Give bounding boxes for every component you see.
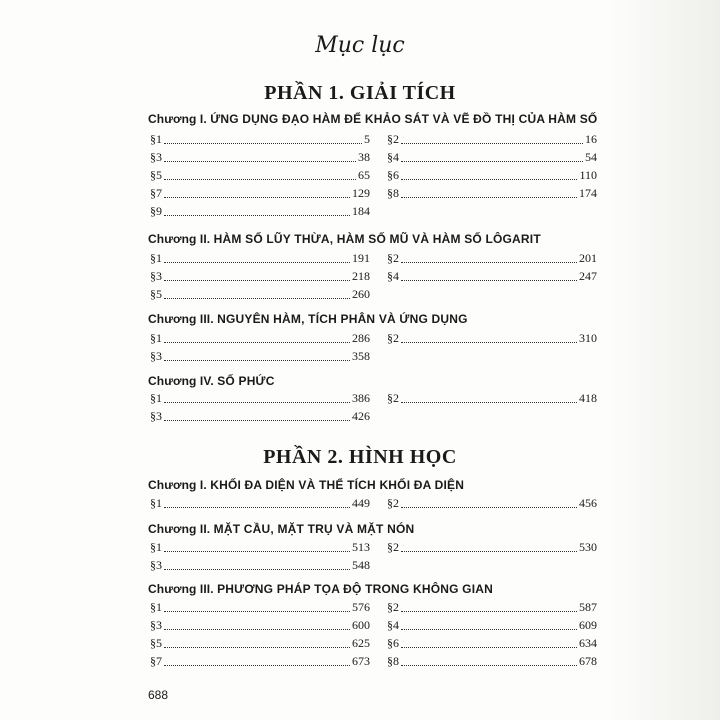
dot-leader	[164, 569, 350, 570]
section-number: §7	[150, 186, 162, 200]
section-number: §1	[150, 540, 162, 554]
page-ref: 110	[579, 168, 597, 182]
dot-leader	[164, 551, 350, 552]
page-ref: 548	[352, 558, 370, 572]
page-ref: 310	[579, 331, 597, 345]
toc-entry	[150, 390, 370, 406]
dot-leader	[164, 629, 350, 630]
section-number: §2	[387, 391, 399, 405]
section-number: §3	[150, 618, 162, 632]
page-ref: 65	[358, 168, 370, 182]
part-1-title: PHẦN 1. GIẢI TÍCH	[264, 82, 456, 104]
toc-entry	[387, 268, 597, 284]
toc-entry	[150, 167, 370, 183]
page-ref: 513	[352, 540, 370, 554]
toc-entry	[150, 203, 370, 219]
toc-entry	[150, 268, 370, 284]
dot-leader	[164, 179, 356, 180]
toc-entry	[150, 653, 370, 669]
toc-entry	[387, 539, 597, 555]
toc-entry	[387, 653, 597, 669]
chapter-name: PHƯƠNG PHÁP TỌA ĐỘ TRONG KHÔNG GIAN	[217, 582, 493, 596]
chapter-name: SỐ PHỨC	[217, 374, 275, 388]
toc-entry	[387, 635, 597, 651]
toc-entry	[150, 330, 370, 346]
chapter-label: Chương III.	[148, 312, 214, 326]
section-number: §8	[387, 654, 399, 668]
toc-entry	[387, 495, 597, 511]
page-ref: 678	[579, 654, 597, 668]
section-number: §9	[150, 204, 162, 218]
dot-leader	[164, 420, 350, 421]
page-ref: 426	[352, 409, 370, 423]
toc-entry	[150, 131, 370, 147]
chapter-label: Chương II.	[148, 232, 211, 246]
chapter-heading	[148, 112, 597, 126]
section-number: §6	[387, 168, 399, 182]
page-ref: 247	[579, 269, 597, 283]
section-number: §1	[150, 391, 162, 405]
dot-leader	[401, 143, 583, 144]
page-ref: 5	[364, 132, 370, 146]
section-number: §1	[150, 132, 162, 146]
chapter-heading	[148, 478, 464, 492]
toc-entry	[150, 599, 370, 615]
page-ref: 530	[579, 540, 597, 554]
chapter-label: Chương III.	[148, 582, 214, 596]
page-ref: 38	[358, 150, 370, 164]
page-ref: 260	[352, 287, 370, 301]
toc-entry	[150, 149, 370, 165]
dot-leader	[401, 507, 577, 508]
section-number: §4	[387, 269, 399, 283]
section-number: §3	[150, 409, 162, 423]
dot-leader	[401, 402, 577, 403]
section-number: §2	[387, 251, 399, 265]
chapter-name: HÀM SỐ LŨY THỪA, HÀM SỐ MŨ VÀ HÀM SỐ LÔGARIT	[213, 232, 541, 246]
dot-leader	[401, 197, 577, 198]
page-ref: 587	[579, 600, 597, 614]
page-ref: 449	[352, 496, 370, 510]
chapter-heading	[148, 232, 541, 246]
dot-leader	[164, 215, 350, 216]
section-number: §3	[150, 269, 162, 283]
chapter-name: MẶT CẦU, MẶT TRỤ VÀ MẶT NÓN	[213, 522, 415, 536]
toc-entry	[150, 408, 370, 424]
dot-leader	[401, 262, 577, 263]
chapter-label: Chương IV.	[148, 374, 214, 388]
section-number: §7	[150, 654, 162, 668]
section-number: §2	[387, 331, 399, 345]
toc-entry	[387, 330, 597, 346]
page-ref: 634	[579, 636, 597, 650]
toc-entry	[150, 185, 370, 201]
section-number: §6	[387, 636, 399, 650]
section-number: §1	[150, 331, 162, 345]
dot-leader	[401, 342, 577, 343]
dot-leader	[401, 647, 577, 648]
page-ref: 201	[579, 251, 597, 265]
toc-entry	[387, 167, 597, 183]
toc-entry	[387, 185, 597, 201]
dot-leader	[401, 161, 583, 162]
toc-entry	[387, 390, 597, 406]
dot-leader	[164, 665, 350, 666]
chapter-label: Chương I.	[148, 112, 207, 126]
toc-entry	[150, 495, 370, 511]
chapter-heading	[148, 582, 493, 596]
section-number: §2	[387, 600, 399, 614]
dot-leader	[164, 611, 350, 612]
dot-leader	[164, 298, 350, 299]
page-ref: 286	[352, 331, 370, 345]
dot-leader	[401, 551, 577, 552]
section-number: §5	[150, 636, 162, 650]
page-number: 688	[148, 688, 169, 702]
toc-entry	[150, 617, 370, 633]
section-number: §1	[150, 496, 162, 510]
page-ref: 600	[352, 618, 370, 632]
page-ref: 609	[579, 618, 597, 632]
section-number: §5	[150, 287, 162, 301]
page-ref: 456	[579, 496, 597, 510]
section-number: §1	[150, 600, 162, 614]
toc-entry	[387, 617, 597, 633]
page-ref: 218	[352, 269, 370, 283]
section-number: §4	[387, 618, 399, 632]
page-ref: 673	[352, 654, 370, 668]
dot-leader	[164, 197, 350, 198]
section-number: §3	[150, 558, 162, 572]
dot-leader	[164, 161, 356, 162]
page-ref: 418	[579, 391, 597, 405]
toc-entry	[150, 539, 370, 555]
page-ref: 174	[579, 186, 597, 200]
page-ref: 576	[352, 600, 370, 614]
chapter-name: KHỐI ĐA DIỆN VÀ THỂ TÍCH KHỐI ĐA DIỆN	[210, 478, 465, 492]
toc-entry	[387, 250, 597, 266]
toc-entry	[150, 557, 370, 573]
dot-leader	[164, 360, 350, 361]
toc-entry	[387, 149, 597, 165]
toc-entry	[150, 348, 370, 364]
page-ref: 358	[352, 349, 370, 363]
chapter-heading	[148, 374, 275, 388]
toc-entry	[387, 131, 597, 147]
toc-entry	[150, 286, 370, 302]
page-ref: 54	[585, 150, 597, 164]
dot-leader	[401, 179, 577, 180]
section-number: §2	[387, 132, 399, 146]
chapter-name: ỨNG DỤNG ĐẠO HÀM ĐỂ KHẢO SÁT VÀ VẼ ĐỒ THỊ CỦA HÀM SỐ	[210, 112, 598, 126]
dot-leader	[401, 280, 577, 281]
dot-leader	[164, 342, 350, 343]
dot-leader	[401, 665, 577, 666]
dot-leader	[401, 611, 577, 612]
toc-title: Mục lục	[315, 33, 405, 58]
dot-leader	[164, 507, 350, 508]
section-number: §3	[150, 150, 162, 164]
chapter-heading	[148, 312, 468, 326]
dot-leader	[164, 647, 350, 648]
page-ref: 16	[585, 132, 597, 146]
page-edge-shadow	[610, 0, 720, 720]
section-number: §2	[387, 540, 399, 554]
section-number: §4	[387, 150, 399, 164]
dot-leader	[164, 280, 350, 281]
toc-entry	[387, 599, 597, 615]
dot-leader	[401, 629, 577, 630]
chapter-label: Chương II.	[148, 522, 211, 536]
chapter-heading	[148, 522, 414, 536]
dot-leader	[164, 262, 350, 263]
section-number: §5	[150, 168, 162, 182]
page-ref: 625	[352, 636, 370, 650]
page-ref: 386	[352, 391, 370, 405]
section-number: §2	[387, 496, 399, 510]
dot-leader	[164, 143, 362, 144]
dot-leader	[164, 402, 350, 403]
chapter-label: Chương I.	[148, 478, 207, 492]
toc-entry	[150, 635, 370, 651]
page-ref: 129	[352, 186, 370, 200]
page-ref: 191	[352, 251, 370, 265]
page-ref: 184	[352, 204, 370, 218]
chapter-name: NGUYÊN HÀM, TÍCH PHÂN VÀ ỨNG DỤNG	[217, 312, 468, 326]
section-number: §8	[387, 186, 399, 200]
toc-entry	[150, 250, 370, 266]
part-2-title: PHẦN 2. HÌNH HỌC	[263, 446, 457, 468]
section-number: §3	[150, 349, 162, 363]
section-number: §1	[150, 251, 162, 265]
